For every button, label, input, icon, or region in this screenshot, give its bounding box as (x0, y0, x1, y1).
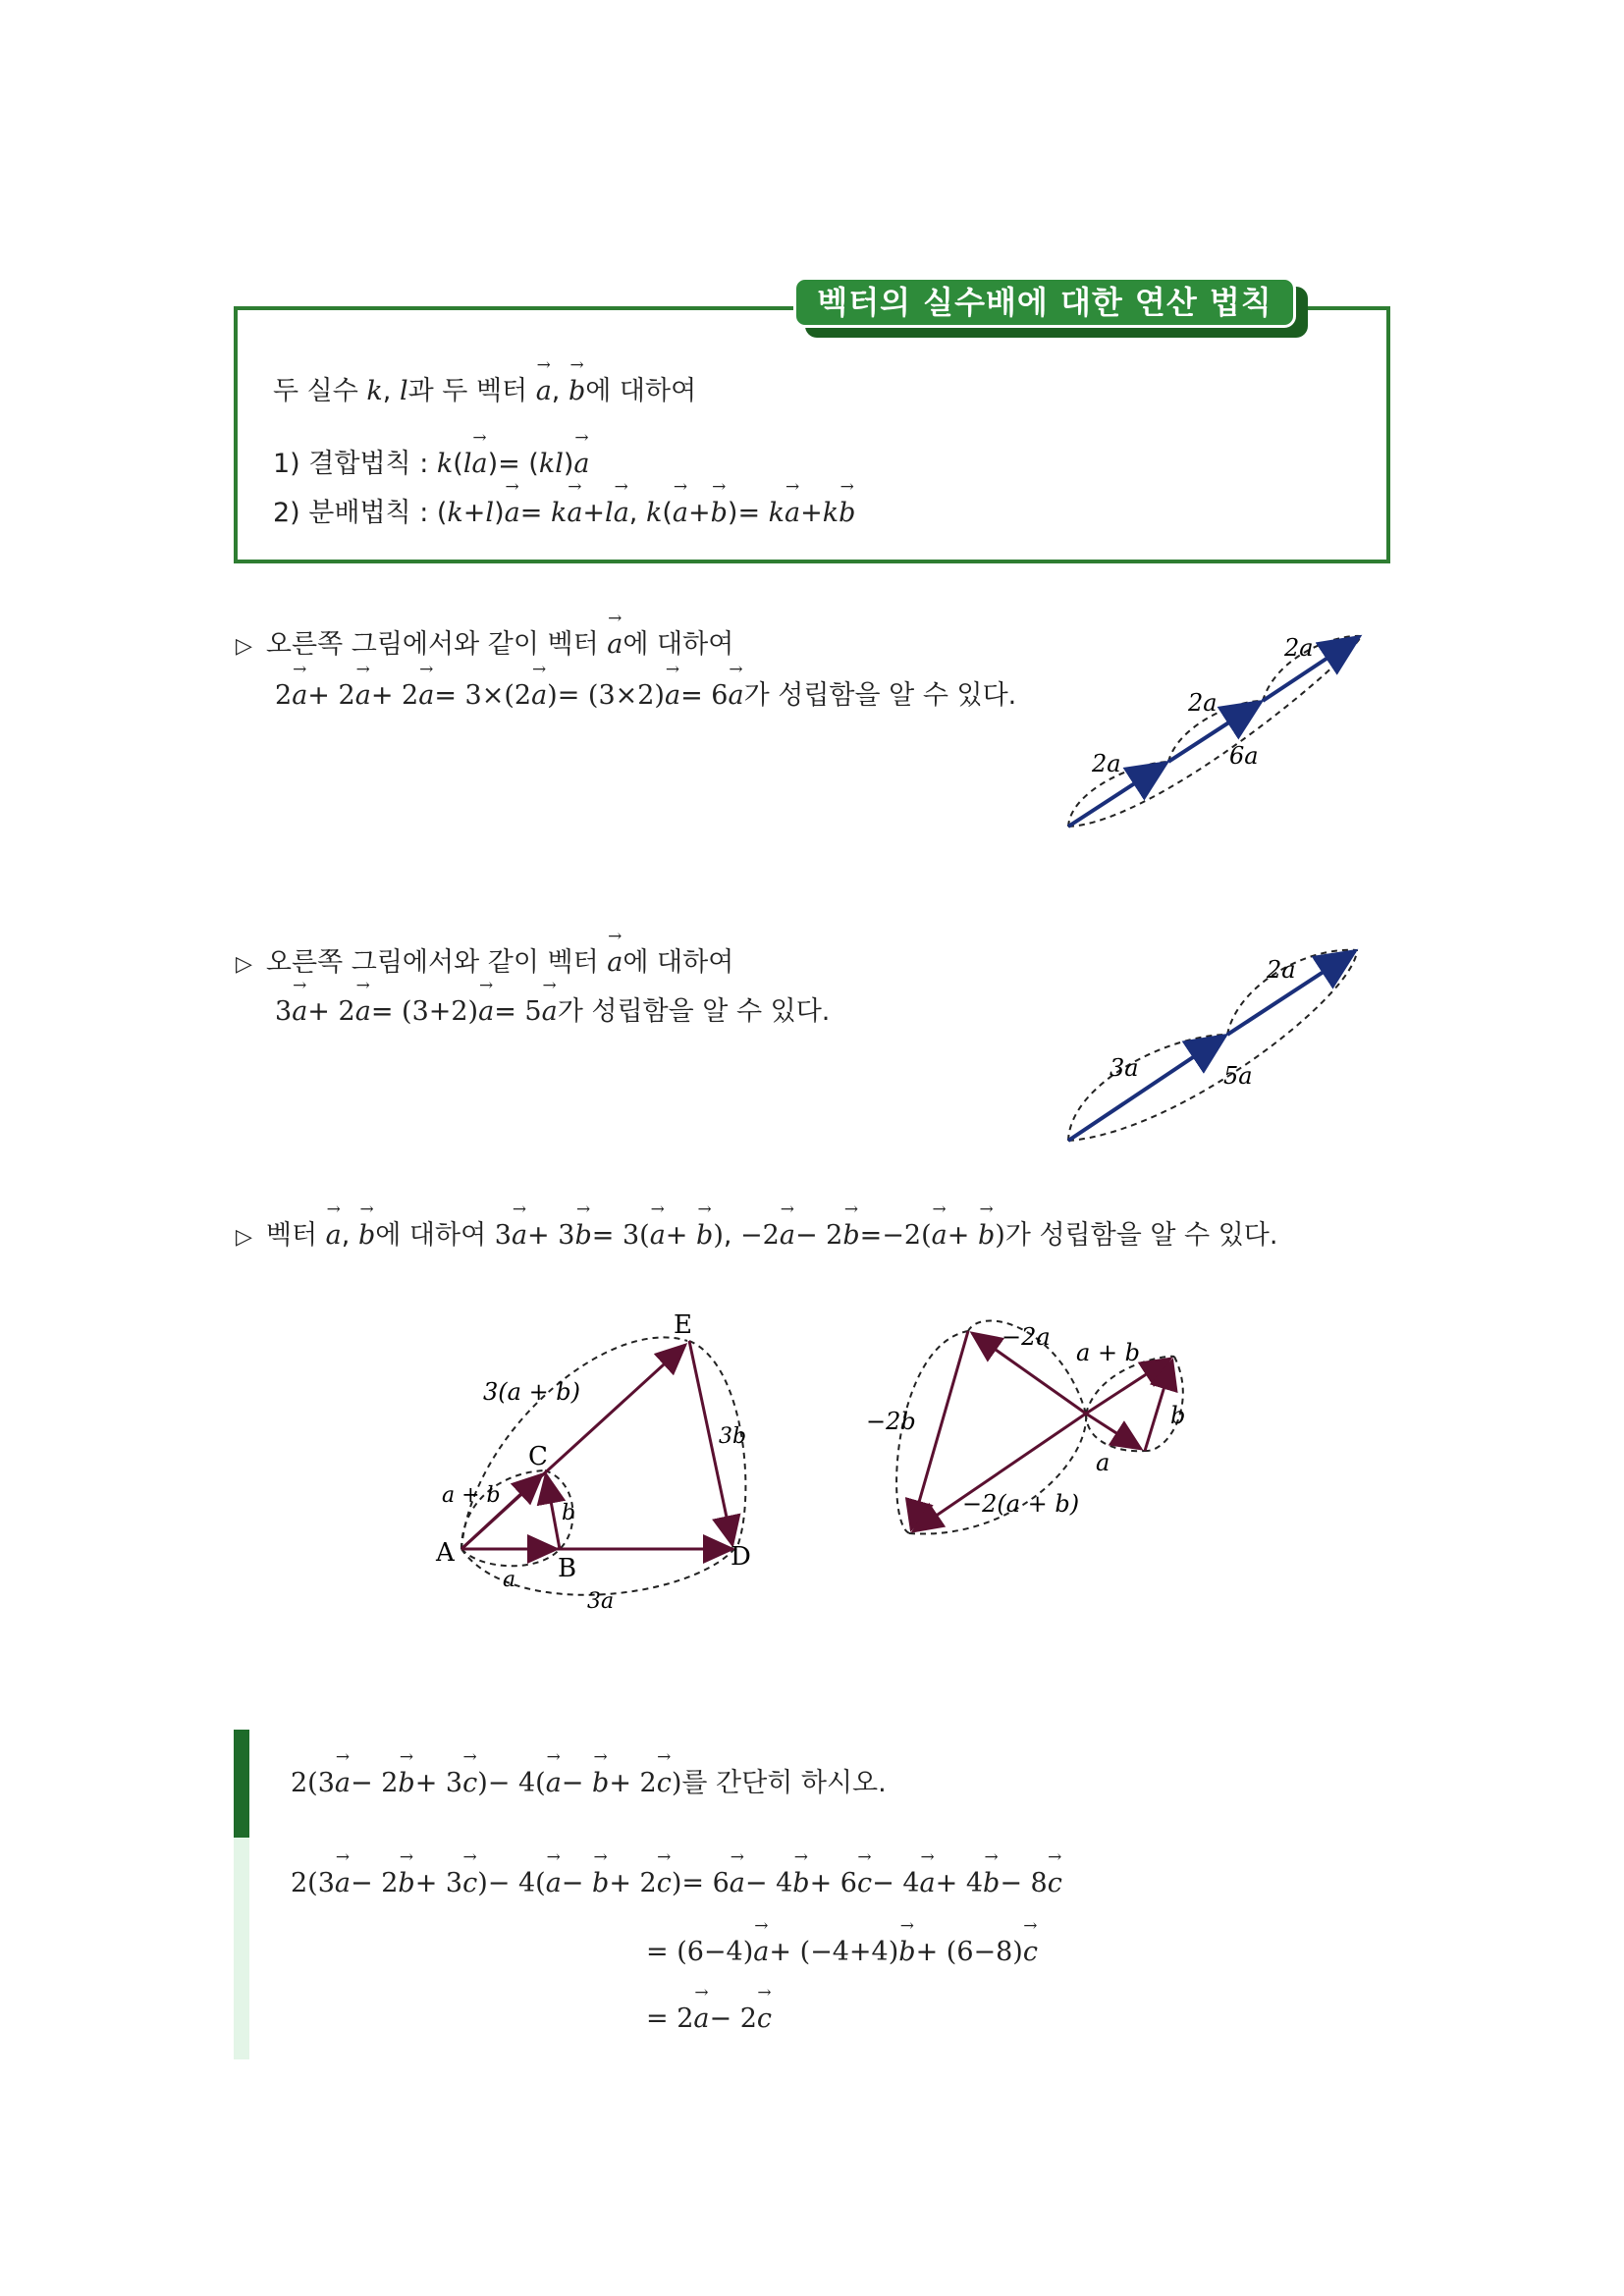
label-neg2b: −2b (866, 1408, 916, 1435)
problem-bar (234, 1730, 249, 1838)
point-e: E (674, 1310, 692, 1340)
figure-5a (1060, 936, 1375, 1152)
label-neg2a: −2a (1001, 1323, 1051, 1351)
label-6a: 6a (1229, 742, 1259, 770)
example3-line: ▷ 벡터 → a, → b에 대하여 3→ a+ 3→ b= 3(→ a+ → b), −2→ a− 2→ b=−2(→ a+ → b)가 성립함을 알 수 있다. (236, 1219, 1277, 1255)
figure-triangle-abcde (432, 1306, 776, 1629)
solution-line1: 2(3→ a− 2→ b+ 3→ c)− 4(→ a− → b+ 2→ c)= 6→ a− 4→ b+ 6→ c− 4→ a+ 4→ b− 8→ c (291, 1867, 1062, 1900)
solution-line2: = (6−4)→ a+ (−4+4)→ b+ (6−8)→ c (646, 1936, 1038, 1969)
label-3-a-plus-b: 3(a + b) (483, 1378, 581, 1406)
point-c: C (528, 1442, 548, 1471)
label-b-right: b (1170, 1402, 1186, 1429)
problem-question: 2(3→ a− 2→ b+ 3→ c)− 4(→ a− → b+ 2→ c)를 간단히 하시오. (291, 1767, 887, 1800)
law1-line: 1) 결합법칙 : k(l→ a)= (kl)→ a (273, 448, 590, 481)
label-a-right: a (1096, 1449, 1110, 1476)
label-3b: 3b (719, 1424, 747, 1449)
label-5a: 5a (1223, 1062, 1253, 1090)
example2-line1: ▷ 오른쪽 그림에서와 같이 벡터 → a에 대하여 (236, 946, 733, 982)
figure-6a (1060, 616, 1375, 842)
triangle-bullet-icon: ▷ (236, 1225, 252, 1250)
example1-line1: ▷ 오른쪽 그림에서와 같이 벡터 → a에 대하여 (236, 628, 733, 664)
point-b: B (558, 1554, 577, 1583)
label-3a: 3a (587, 1589, 615, 1614)
vector-a (1086, 1414, 1141, 1449)
dashed-arc-ab (461, 1549, 560, 1566)
point-a: A (436, 1538, 455, 1568)
label-a-plus-b: a + b (442, 1483, 501, 1508)
section-title: 벡터의 실수배에 대한 연산 법칙 (793, 277, 1296, 328)
solution-line3: = 2→ a− 2→ c (646, 2002, 772, 2036)
label-2a-3: 2a (1284, 634, 1314, 662)
vector-3a (1068, 1036, 1225, 1141)
vector-bc (546, 1474, 560, 1549)
label-2a-1: 2a (1092, 750, 1121, 777)
label-2a-2: 2a (1188, 689, 1218, 717)
rule-intro: 두 실수 k, l과 두 벡터 → a, → b에 대하여 (273, 375, 696, 408)
solution-bar (234, 1838, 249, 2059)
example1-line2: 2→ a+ 2→ a+ 2→ a= 3×(2→ a)= (3×2)→ a= 6→ a가 성립함을 알 수 있다. (275, 679, 1016, 713)
example2-line2: 3→ a+ 2→ a= (3+2)→ a= 5→ a가 성립함을 알 수 있다. (275, 995, 830, 1029)
triangle-bullet-icon: ▷ (236, 634, 252, 659)
label-a-plus-b-right: a + b (1076, 1339, 1141, 1366)
label-a: a (503, 1568, 516, 1592)
label-2a: 2a (1267, 956, 1296, 984)
label-3a: 3a (1110, 1054, 1139, 1082)
triangle-bullet-icon: ▷ (236, 952, 252, 977)
label-neg2-a-plus-b: −2(a + b) (962, 1490, 1080, 1518)
figure-negative-multiple (854, 1306, 1218, 1561)
law2-line: 2) 분배법칙 : (k+l)→ a= k→ a+l→ a, k(→ a+→ b)= k→ a+k→ b (273, 497, 855, 530)
label-b: b (562, 1501, 576, 1525)
point-d: D (731, 1542, 751, 1572)
